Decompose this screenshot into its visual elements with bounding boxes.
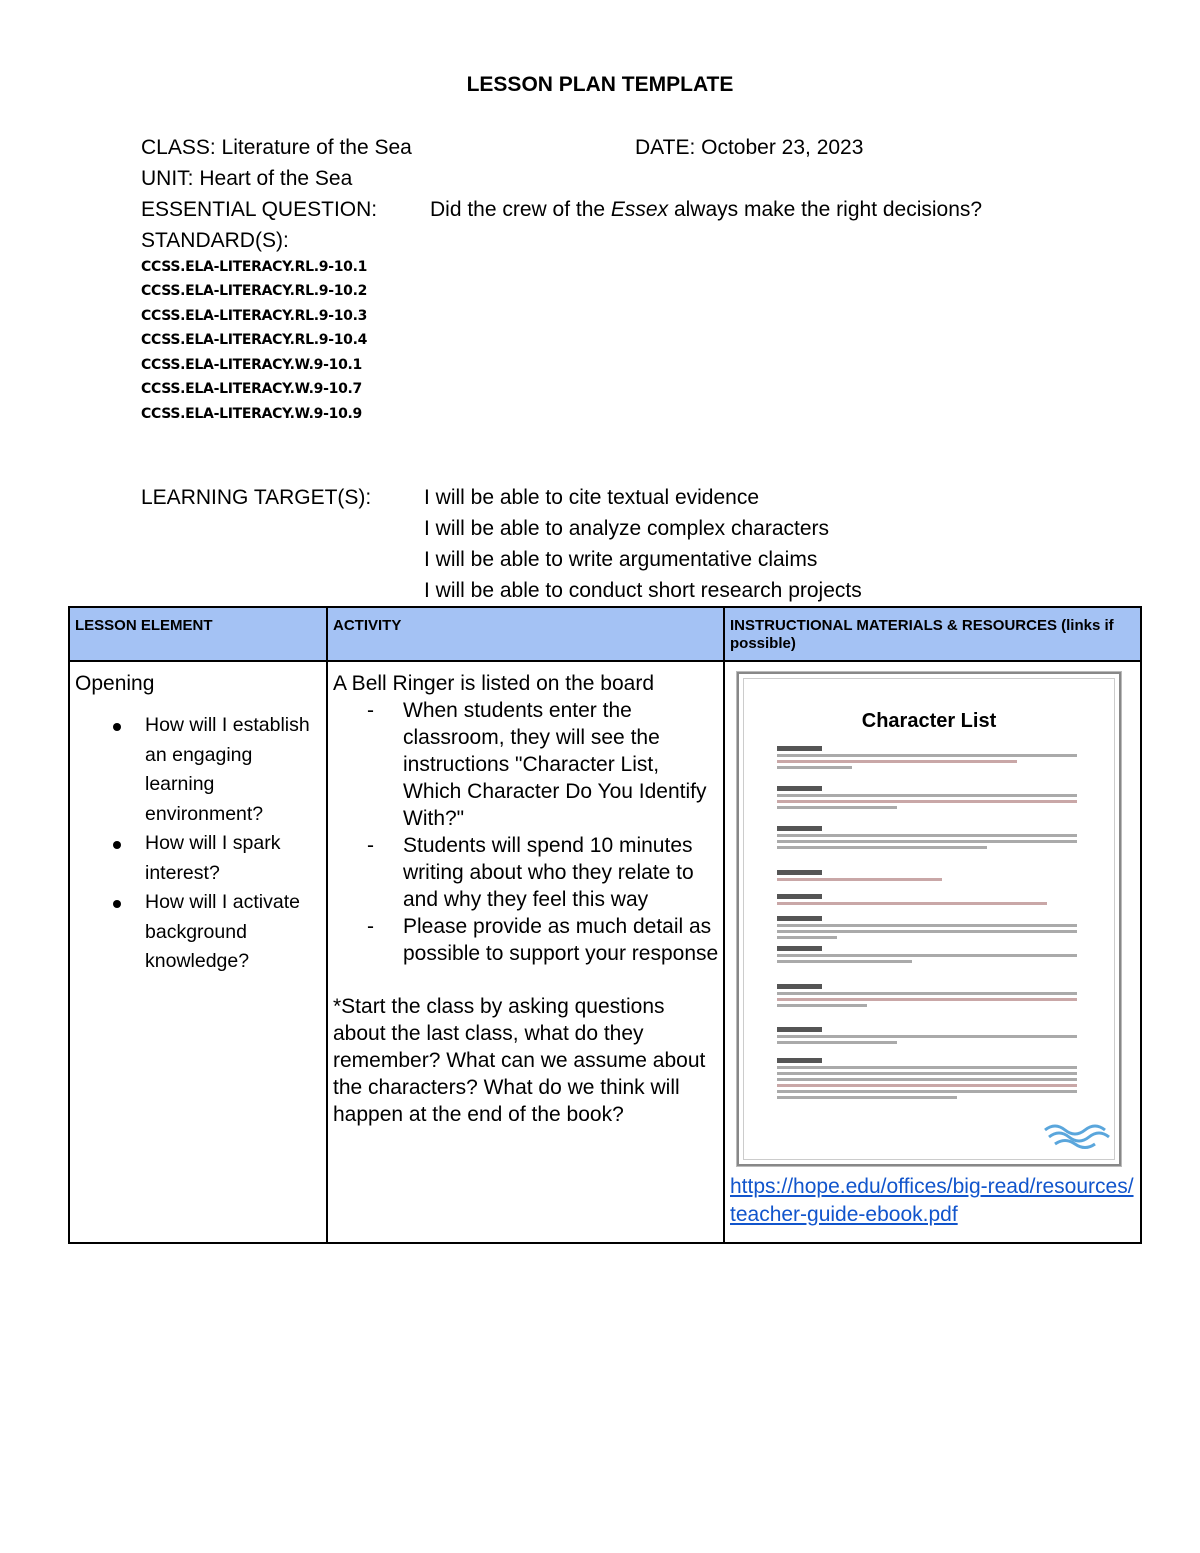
- list-item: How will I spark interest?: [145, 829, 322, 888]
- learning-target: I will be able to conduct short research projects: [424, 579, 862, 602]
- class-value: Literature of the Sea: [221, 136, 412, 159]
- list-item: - Please provide as much detail as possible to support your response: [403, 913, 719, 967]
- standard-item: CCSS.ELA-LITERACY.W.9-10.1: [141, 357, 362, 373]
- date-label: DATE:: [635, 136, 696, 159]
- element-name: Opening: [75, 672, 155, 695]
- text-block: [777, 786, 1077, 812]
- standard-item: CCSS.ELA-LITERACY.RL.9-10.2: [141, 283, 368, 299]
- element-cell: [69, 661, 327, 1243]
- eq-after: always make the right decisions?: [668, 198, 983, 221]
- activity-cell: [327, 661, 724, 1243]
- character-list-image: [737, 672, 1121, 1166]
- header-lesson-element: LESSON ELEMENT: [69, 607, 327, 661]
- essential-question: [430, 198, 982, 222]
- standards-label: STANDARD(S):: [141, 229, 289, 252]
- materials-cell: [724, 661, 1141, 1243]
- list-item: - Students will spend 10 minutes writing about who they relate to and why they feel this way: [403, 832, 719, 913]
- class-label: CLASS:: [141, 136, 216, 159]
- learning-targets-label: LEARNING TARGET(S):: [141, 486, 372, 509]
- date-line: [635, 136, 863, 160]
- text-block: [777, 916, 1077, 942]
- learning-target: I will be able to cite textual evidence: [424, 486, 760, 509]
- unit-value: Heart of the Sea: [199, 167, 353, 190]
- header-materials: INSTRUCTIONAL MATERIALS & RESOURCES (links if possible): [724, 607, 1141, 661]
- learning-target: I will be able to write argumentative claims: [424, 548, 818, 571]
- eq-italic: Essex: [610, 198, 669, 221]
- eq-before: Did the crew of the: [430, 198, 611, 221]
- text-block: [777, 1027, 1077, 1047]
- list-item: - When students enter the classroom, they will see the instructions "Character List, Which Character Do You Identify With?": [403, 697, 719, 832]
- text-block: [777, 1058, 1077, 1102]
- class-line: [141, 136, 412, 160]
- text-block: [777, 894, 1077, 908]
- text-block: [777, 870, 1077, 884]
- learning-target: I will be able to analyze complex characters: [424, 517, 830, 540]
- resource-link[interactable]: https://hope.edu/offices/big-read/resources/teacher-guide-ebook.pdf: [730, 1175, 1134, 1226]
- date-value: October 23, 2023: [701, 136, 864, 159]
- page-title: LESSON PLAN TEMPLATE: [466, 73, 734, 96]
- unit-label: UNIT:: [141, 167, 194, 190]
- text-block: [777, 984, 1077, 1010]
- standard-item: CCSS.ELA-LITERACY.W.9-10.7: [141, 381, 362, 397]
- character-list-title: Character List: [861, 710, 997, 732]
- essential-question-label: ESSENTIAL QUESTION:: [141, 198, 378, 221]
- standard-item: CCSS.ELA-LITERACY.W.9-10.9: [141, 406, 362, 422]
- standard-item: CCSS.ELA-LITERACY.RL.9-10.4: [141, 332, 368, 348]
- standard-item: CCSS.ELA-LITERACY.RL.9-10.3: [141, 308, 368, 324]
- activity-steps: [333, 697, 719, 967]
- lesson-table: [68, 606, 1142, 1244]
- guiding-questions: [75, 711, 322, 977]
- text-block: [777, 746, 1077, 772]
- activity-intro: A Bell Ringer is listed on the board: [333, 672, 655, 695]
- text-block: [777, 946, 1077, 966]
- header-activity: ACTIVITY: [327, 607, 724, 661]
- text-block: [777, 826, 1077, 852]
- list-item: How will I establish an engaging learning environment?: [145, 711, 322, 829]
- unit-line: [141, 167, 352, 191]
- standard-item: CCSS.ELA-LITERACY.RL.9-10.1: [141, 259, 368, 275]
- table-header-row: [69, 607, 1141, 661]
- list-item: How will I activate background knowledge?: [145, 888, 322, 977]
- table-row: [69, 661, 1141, 1243]
- activity-note: *Start the class by asking questions about the last class, what do they remember? What can we assume about the characters? What do we think will happen at the end of the book?: [333, 995, 706, 1126]
- wave-logo-icon: [1043, 1120, 1113, 1150]
